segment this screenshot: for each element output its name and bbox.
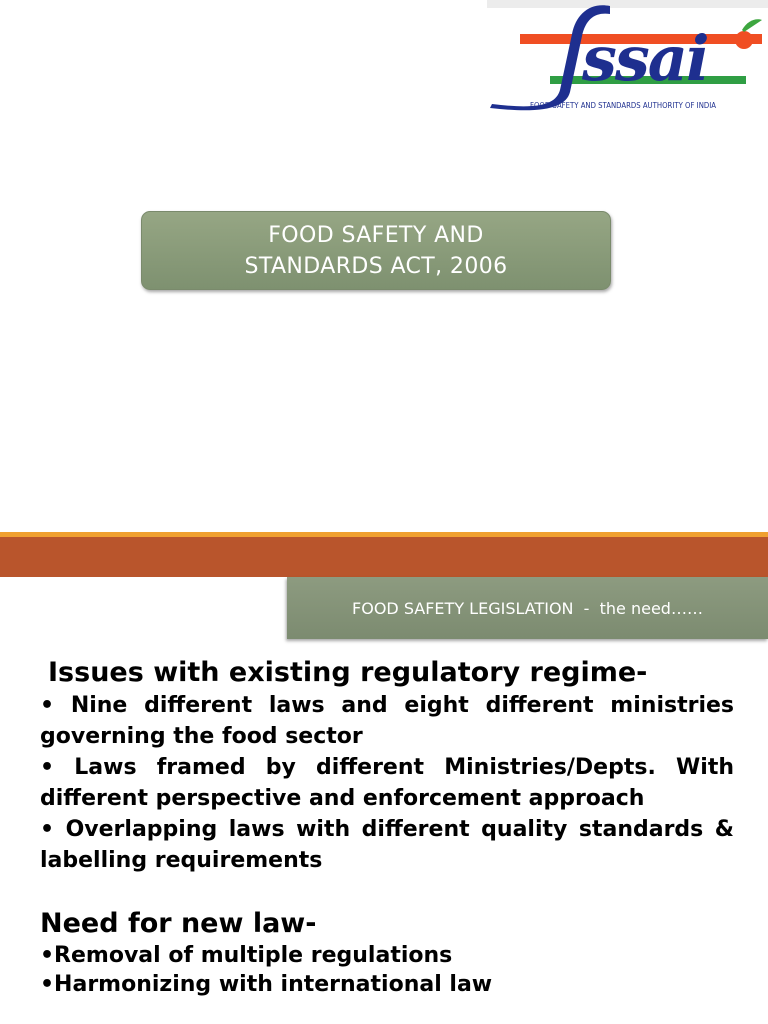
need-heading: Need for new law-	[40, 908, 317, 939]
act-title-box	[141, 211, 611, 290]
issue-item: • Nine different laws and eight different ministries governing the food sector	[40, 693, 734, 749]
svg-text:ssai: ssai	[582, 22, 708, 95]
issues-heading: Issues with existing regulatory regime-	[48, 657, 648, 688]
issue-item: • Overlapping laws with different quality standards & labelling requirements	[40, 817, 734, 873]
slide-divider-band	[0, 537, 768, 577]
need-item: •Harmonizing with international law	[40, 972, 493, 997]
act-title: FOOD SAFETY AND STANDARDS ACT, 2006	[244, 222, 508, 279]
slide-2-header: FOOD SAFETY LEGISLATION - the need……	[352, 598, 703, 618]
need-item: •Removal of multiple regulations	[40, 943, 453, 968]
slide-2-header-box	[287, 577, 768, 639]
fssai-logo	[486, 4, 762, 114]
issue-item: • Laws framed by different Ministries/Depts. With different perspective and enforcement approach	[40, 755, 734, 811]
svg-text:FOOD SAFETY AND STANDARDS AUTH: FOOD SAFETY AND STANDARDS AUTHORITY OF INDIA	[530, 101, 717, 110]
slide-2-content	[40, 656, 734, 999]
